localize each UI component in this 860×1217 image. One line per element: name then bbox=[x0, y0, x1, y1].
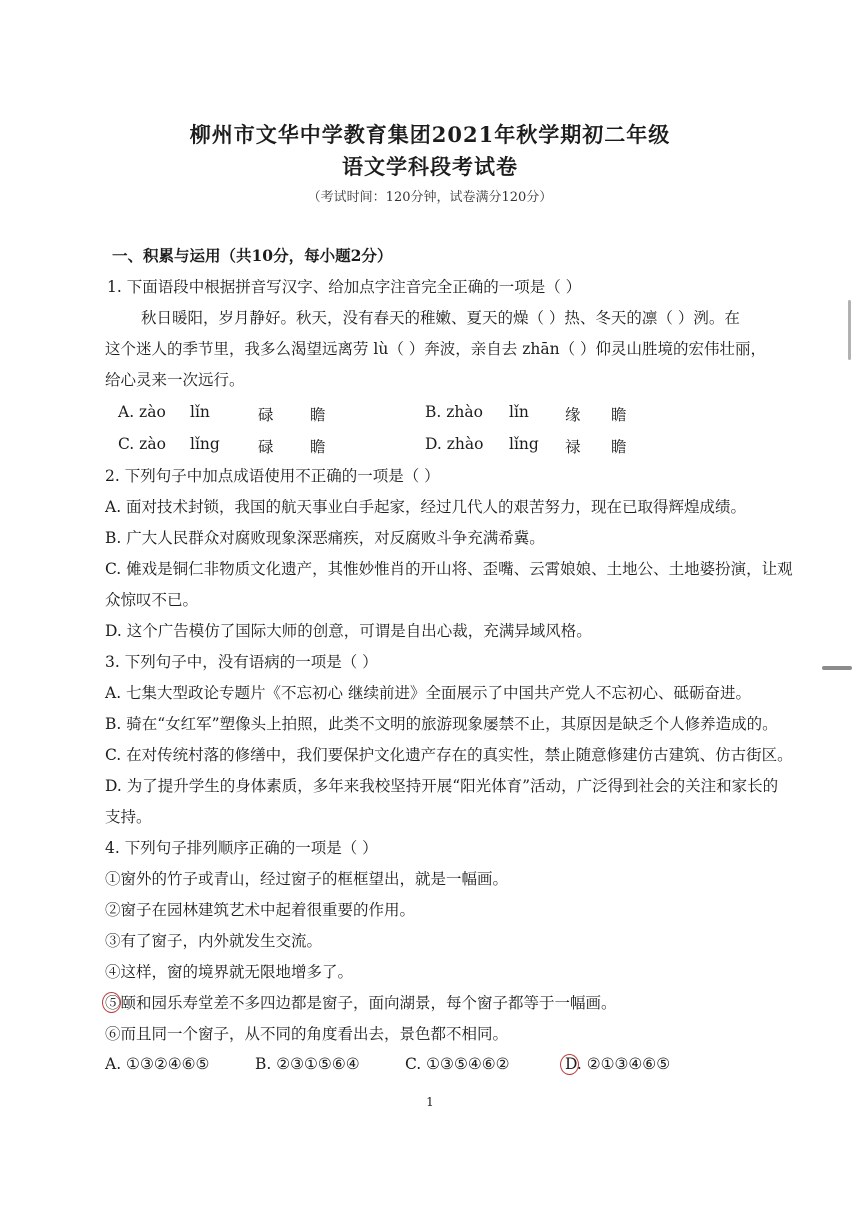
q1-option-c bbox=[118, 435, 326, 456]
q4-option-a: A. ①③②④⑥⑤ bbox=[105, 1055, 210, 1073]
q1-passage-line2: 这个迷人的季节里，我多么渴望远离劳 lù（ ）奔波，亲自去 zhān（ ）仰灵山胜境的宏伟壮丽， bbox=[105, 340, 767, 358]
q1-option-char1: 缘 bbox=[565, 406, 581, 424]
q1-option-pinyin: lǐng bbox=[190, 435, 220, 453]
q2-option-a: A. 面对技术封锁，我国的航天事业白手起家，经过几代人的艰苦努力，现在已取得辉煌成绩。 bbox=[105, 498, 747, 516]
q2-stem: 2. 下列句子中加点成语使用不正确的一项是（ ） bbox=[105, 467, 440, 485]
q2-option-c-line2: 众惊叹不已。 bbox=[105, 591, 199, 609]
q4-option-b: B. ②③①⑤⑥④ bbox=[255, 1055, 360, 1073]
q1-passage-line3: 给心灵来一次远行。 bbox=[105, 371, 245, 389]
q3-stem: 3. 下列句子中，没有语病的一项是（ ） bbox=[105, 653, 378, 671]
q3-option-c: C. 在对传统村落的修缮中，我们要保护文化遗产存在的真实性，禁止随意修建仿古建筑、仿古街区。 bbox=[105, 746, 793, 764]
q1-option-label: D. zhào bbox=[425, 435, 484, 453]
q2-option-d: D. 这个广告模仿了国际大师的创意，可谓是自出心裁，充满异域风格。 bbox=[105, 622, 592, 640]
q1-option-pinyin: lǐng bbox=[509, 435, 539, 453]
q1-option-b bbox=[425, 403, 627, 424]
exam-subtitle: 语文学科段考试卷 bbox=[342, 154, 518, 179]
scan-edge-mark bbox=[848, 300, 851, 360]
q1-option-char1: 碌 bbox=[258, 406, 274, 424]
q1-option-char1: 禄 bbox=[565, 438, 581, 456]
q4-option-d: D. ②①③④⑥⑤ bbox=[565, 1055, 671, 1073]
q4-sentence-2: ②窗子在园林建筑艺术中起着很重要的作用。 bbox=[105, 901, 416, 919]
red-circle-mark bbox=[102, 992, 121, 1013]
q1-stem: 1. 下面语段中根据拼音写汉字、给加点字注音完全正确的一项是（ ） bbox=[107, 278, 582, 296]
q1-option-pinyin: lǐn bbox=[190, 403, 210, 421]
q1-option-label: B. zhào bbox=[425, 403, 483, 421]
q1-option-char1: 碌 bbox=[258, 438, 274, 456]
q4-stem: 4. 下列句子排列顺序正确的一项是（ ） bbox=[105, 839, 378, 857]
q3-option-d-line2: 支持。 bbox=[105, 808, 152, 826]
q4-option-c: C. ①③⑤④⑥② bbox=[405, 1055, 510, 1073]
q1-option-char2: 瞻 bbox=[310, 438, 326, 456]
q4-sentence-1: ①窗外的竹子或青山，经过窗子的框框望出，就是一幅画。 bbox=[105, 870, 509, 888]
q3-option-d-line1: D. 为了提升学生的身体素质，多年来我校坚持开展“阳光体育”活动，广泛得到社会的关注和家长的 bbox=[105, 777, 779, 795]
q1-option-char2: 瞻 bbox=[310, 406, 326, 424]
q1-option-pinyin: lǐn bbox=[509, 403, 529, 421]
q2-option-b: B. 广大人民群众对腐败现象深恶痛疾，对反腐败斗争充满希冀。 bbox=[105, 529, 545, 547]
q1-option-label: A. zào bbox=[118, 403, 166, 421]
q1-option-d bbox=[425, 435, 627, 456]
scan-smudge bbox=[822, 666, 852, 670]
q3-option-a: A. 七集大型政论专题片《不忘初心 继续前进》全面展示了中国共产党人不忘初心、砥砺奋进。 bbox=[105, 684, 751, 702]
red-circle-mark bbox=[560, 1054, 579, 1075]
q3-option-b: B. 骑在“女红军”塑像头上拍照，此类不文明的旅游现象屡禁不止，其原因是缺乏个人修养造成的。 bbox=[105, 715, 778, 733]
q1-option-char2: 瞻 bbox=[611, 406, 627, 424]
exam-title: 柳州市文华中学教育集团2021年秋学期初二年级 bbox=[189, 122, 671, 147]
q1-passage-line1: 秋日暖阳，岁月静好。秋天，没有春天的稚嫩、夏天的燥（ ）热、冬天的凛（ ）洌。在 bbox=[141, 309, 740, 327]
q4-sentence-6: ⑥而且同一个窗子，从不同的角度看出去，景色都不相同。 bbox=[105, 1025, 509, 1043]
section-heading: 一、积累与运用（共10分，每小题2分） bbox=[112, 246, 393, 265]
exam-info: （考试时间：120分钟，试卷满分120分） bbox=[307, 190, 553, 205]
page-number: 1 bbox=[426, 1095, 434, 1109]
q1-option-char2: 瞻 bbox=[611, 438, 627, 456]
q4-sentence-4: ④这样，窗的境界就无限地增多了。 bbox=[105, 963, 354, 981]
q4-sentence-3: ③有了窗子，内外就发生交流。 bbox=[105, 932, 323, 950]
q1-option-a bbox=[118, 403, 326, 424]
q1-option-label: C. zào bbox=[118, 435, 166, 453]
q4-sentence-5: ⑤颐和园乐寿堂差不多四边都是窗子，面向湖景，每个窗子都等于一幅画。 bbox=[105, 994, 617, 1012]
q2-option-c-line1: C. 傩戏是铜仁非物质文化遗产，其惟妙惟肖的开山将、歪嘴、云霄娘娘、土地公、土地婆扮演，让观 bbox=[105, 560, 793, 578]
